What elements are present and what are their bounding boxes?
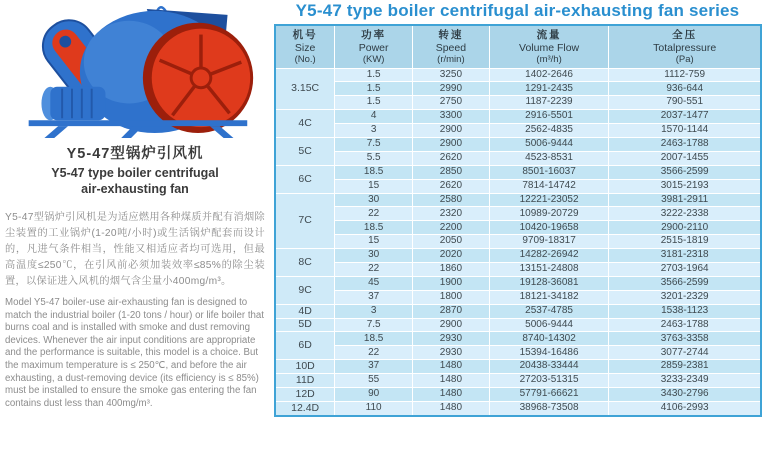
- size-cell: 6C: [275, 165, 335, 193]
- value-cell: 14282-26942: [489, 249, 609, 263]
- value-cell: 3222-2338: [609, 207, 761, 221]
- table-row: [275, 360, 761, 374]
- value-cell: 1480: [413, 360, 490, 374]
- value-cell: 5006-9444: [489, 318, 609, 332]
- value-cell: 3566-2599: [609, 276, 761, 290]
- value-cell: 1860: [413, 262, 490, 276]
- value-cell: 5.5: [335, 151, 413, 165]
- value-cell: 1402-2646: [489, 68, 609, 82]
- value-cell: 2320: [413, 207, 490, 221]
- value-cell: 1112-759: [609, 68, 761, 82]
- value-cell: 3: [335, 304, 413, 318]
- table-row: [275, 124, 761, 138]
- table-row: [275, 304, 761, 318]
- table-row: [275, 137, 761, 151]
- column-header: 机号 Size (No.): [275, 25, 335, 68]
- product-caption-zh: Y5-47型锅炉引风机: [66, 146, 204, 162]
- value-cell: 2859-2381: [609, 360, 761, 374]
- value-cell: 1480: [413, 374, 490, 388]
- value-cell: 27203-51315: [489, 374, 609, 388]
- value-cell: 936-644: [609, 82, 761, 96]
- table-row: [275, 374, 761, 388]
- value-cell: 15: [335, 179, 413, 193]
- value-cell: 1.5: [335, 96, 413, 110]
- spec-panel: [270, 0, 765, 453]
- value-cell: 3181-2318: [609, 249, 761, 263]
- value-cell: 3981-2911: [609, 193, 761, 207]
- size-cell: 4D: [275, 304, 335, 318]
- value-cell: 2515-1819: [609, 235, 761, 249]
- column-header: 全压 Totalpressure (Pa): [609, 25, 761, 68]
- value-cell: 7.5: [335, 318, 413, 332]
- size-cell: 4C: [275, 110, 335, 138]
- table-row: [275, 96, 761, 110]
- value-cell: 37: [335, 360, 413, 374]
- value-cell: 2900: [413, 124, 490, 138]
- value-cell: 2930: [413, 332, 490, 346]
- value-cell: 2200: [413, 221, 490, 235]
- value-cell: 3250: [413, 68, 490, 82]
- value-cell: 7814-14742: [489, 179, 609, 193]
- product-caption-en: [0, 165, 270, 198]
- table-row: [275, 68, 761, 82]
- table-row: [275, 388, 761, 402]
- description-zh: Y5-47型锅炉引风机是为适应燃用各种煤质并配有消烟除尘装置的工业锅炉(1-20吨/小时)或生活锅炉配套而设计的，凡进气条件相当，性能又相适应者均可选用，但最高温度≤250℃，在引风前必须加装效率≤85%的除尘装置，以保证进入风机的烟气含尘量小400mg/m³。: [5, 211, 265, 287]
- table-row: [275, 193, 761, 207]
- value-cell: 30: [335, 193, 413, 207]
- value-cell: 2007-1455: [609, 151, 761, 165]
- table-row: [275, 276, 761, 290]
- table-row: [275, 249, 761, 263]
- value-cell: 3566-2599: [609, 165, 761, 179]
- value-cell: 2620: [413, 179, 490, 193]
- value-cell: 7.5: [335, 137, 413, 151]
- value-cell: 2463-1788: [609, 137, 761, 151]
- value-cell: 2037-1477: [609, 110, 761, 124]
- value-cell: 2990: [413, 82, 490, 96]
- size-cell: 10D: [275, 360, 335, 374]
- value-cell: 37: [335, 290, 413, 304]
- page-title: Y5-47 type boiler centrifugal air-exhausting fan series: [295, 1, 740, 20]
- value-cell: 1187-2239: [489, 96, 609, 110]
- value-cell: 15394-16486: [489, 346, 609, 360]
- value-cell: 3: [335, 124, 413, 138]
- column-header: 转速 Speed (r/min): [413, 25, 490, 68]
- table-row: [275, 82, 761, 96]
- value-cell: 1570-1144: [609, 124, 761, 138]
- value-cell: 1538-1123: [609, 304, 761, 318]
- value-cell: 30: [335, 249, 413, 263]
- value-cell: 2463-1788: [609, 318, 761, 332]
- value-cell: 3300: [413, 110, 490, 124]
- value-cell: 22: [335, 346, 413, 360]
- value-cell: 2900: [413, 318, 490, 332]
- value-cell: 57791-66621: [489, 388, 609, 402]
- value-cell: 38968-73508: [489, 401, 609, 415]
- value-cell: 2537-4785: [489, 304, 609, 318]
- value-cell: 10989-20729: [489, 207, 609, 221]
- table-row: [275, 179, 761, 193]
- size-cell: 11D: [275, 374, 335, 388]
- column-header: 功率 Power (KW): [335, 25, 413, 68]
- value-cell: 22: [335, 262, 413, 276]
- value-cell: 2850: [413, 165, 490, 179]
- value-cell: 3233-2349: [609, 374, 761, 388]
- value-cell: 1.5: [335, 82, 413, 96]
- product-panel: [0, 0, 270, 453]
- description-en: Model Y5-47 boiler-use air-exhausting fan is designed to match the industrial boiler (1-20 tons / hour) or life boiler that burns coal and is installed with smoke and dust removing devices. Whenever the air input conditions are appropriate and the performance is suitable, this model is a choice. But the maximum temperature is ≤ 250℃, and before the air exhausting, a dust-removing device (its efficiency is ≤ 85%) must be installed to ensure the smoke gas entering the fan contains dust less than 400mg/m³.: [5, 297, 264, 409]
- value-cell: 9709-18317: [489, 235, 609, 249]
- value-cell: 18.5: [335, 165, 413, 179]
- table-row: [275, 401, 761, 415]
- table-row: [275, 290, 761, 304]
- value-cell: 2050: [413, 235, 490, 249]
- value-cell: 2620: [413, 151, 490, 165]
- size-cell: 8C: [275, 249, 335, 277]
- table-row: [275, 207, 761, 221]
- value-cell: 2703-1964: [609, 262, 761, 276]
- value-cell: 3201-2329: [609, 290, 761, 304]
- value-cell: 2870: [413, 304, 490, 318]
- value-cell: 90: [335, 388, 413, 402]
- value-cell: 18.5: [335, 221, 413, 235]
- product-image: [0, 0, 270, 140]
- value-cell: 18.5: [335, 332, 413, 346]
- value-cell: 22: [335, 207, 413, 221]
- fan-illustration: [7, 1, 263, 139]
- caption-en-line1: Y5-47 type boiler centrifugal: [51, 166, 219, 180]
- value-cell: 1900: [413, 276, 490, 290]
- table-row: [275, 262, 761, 276]
- value-cell: 13151-24808: [489, 262, 609, 276]
- size-cell: 3.15C: [275, 68, 335, 110]
- spec-table: [274, 24, 762, 417]
- value-cell: 2020: [413, 249, 490, 263]
- table-row: [275, 221, 761, 235]
- value-cell: 2750: [413, 96, 490, 110]
- size-cell: 5C: [275, 137, 335, 165]
- value-cell: 2562-4835: [489, 124, 609, 138]
- value-cell: 20438-33444: [489, 360, 609, 374]
- value-cell: 3763-3358: [609, 332, 761, 346]
- value-cell: 15: [335, 235, 413, 249]
- table-row: [275, 346, 761, 360]
- table-row: [275, 332, 761, 346]
- size-cell: 5D: [275, 318, 335, 332]
- table-row: [275, 110, 761, 124]
- size-cell: 12D: [275, 388, 335, 402]
- size-cell: 9C: [275, 276, 335, 304]
- value-cell: 4106-2993: [609, 401, 761, 415]
- value-cell: 3077-2744: [609, 346, 761, 360]
- column-header: 流量 Volume Flow (m³/h): [489, 25, 609, 68]
- value-cell: 1480: [413, 388, 490, 402]
- table-row: [275, 318, 761, 332]
- value-cell: 2930: [413, 346, 490, 360]
- size-cell: 12.4D: [275, 401, 335, 415]
- value-cell: 1480: [413, 401, 490, 415]
- value-cell: 55: [335, 374, 413, 388]
- value-cell: 45: [335, 276, 413, 290]
- value-cell: 2900-2110: [609, 221, 761, 235]
- table-row: [275, 151, 761, 165]
- value-cell: 10420-19658: [489, 221, 609, 235]
- value-cell: 5006-9444: [489, 137, 609, 151]
- value-cell: 4: [335, 110, 413, 124]
- value-cell: 3430-2796: [609, 388, 761, 402]
- value-cell: 19128-36081: [489, 276, 609, 290]
- value-cell: 12221-23052: [489, 193, 609, 207]
- value-cell: 2916-5501: [489, 110, 609, 124]
- value-cell: 4523-8531: [489, 151, 609, 165]
- value-cell: 110: [335, 401, 413, 415]
- value-cell: 1800: [413, 290, 490, 304]
- value-cell: 8740-14302: [489, 332, 609, 346]
- value-cell: 2580: [413, 193, 490, 207]
- table-row: [275, 235, 761, 249]
- value-cell: 790-551: [609, 96, 761, 110]
- size-cell: 6D: [275, 332, 335, 360]
- table-row: [275, 165, 761, 179]
- value-cell: 3015-2193: [609, 179, 761, 193]
- value-cell: 8501-16037: [489, 165, 609, 179]
- value-cell: 2900: [413, 137, 490, 151]
- value-cell: 1.5: [335, 68, 413, 82]
- caption-en-line2: air-exhausting fan: [81, 182, 189, 197]
- header-row: [275, 25, 761, 68]
- size-cell: 7C: [275, 193, 335, 249]
- value-cell: 1291-2435: [489, 82, 609, 96]
- value-cell: 18121-34182: [489, 290, 609, 304]
